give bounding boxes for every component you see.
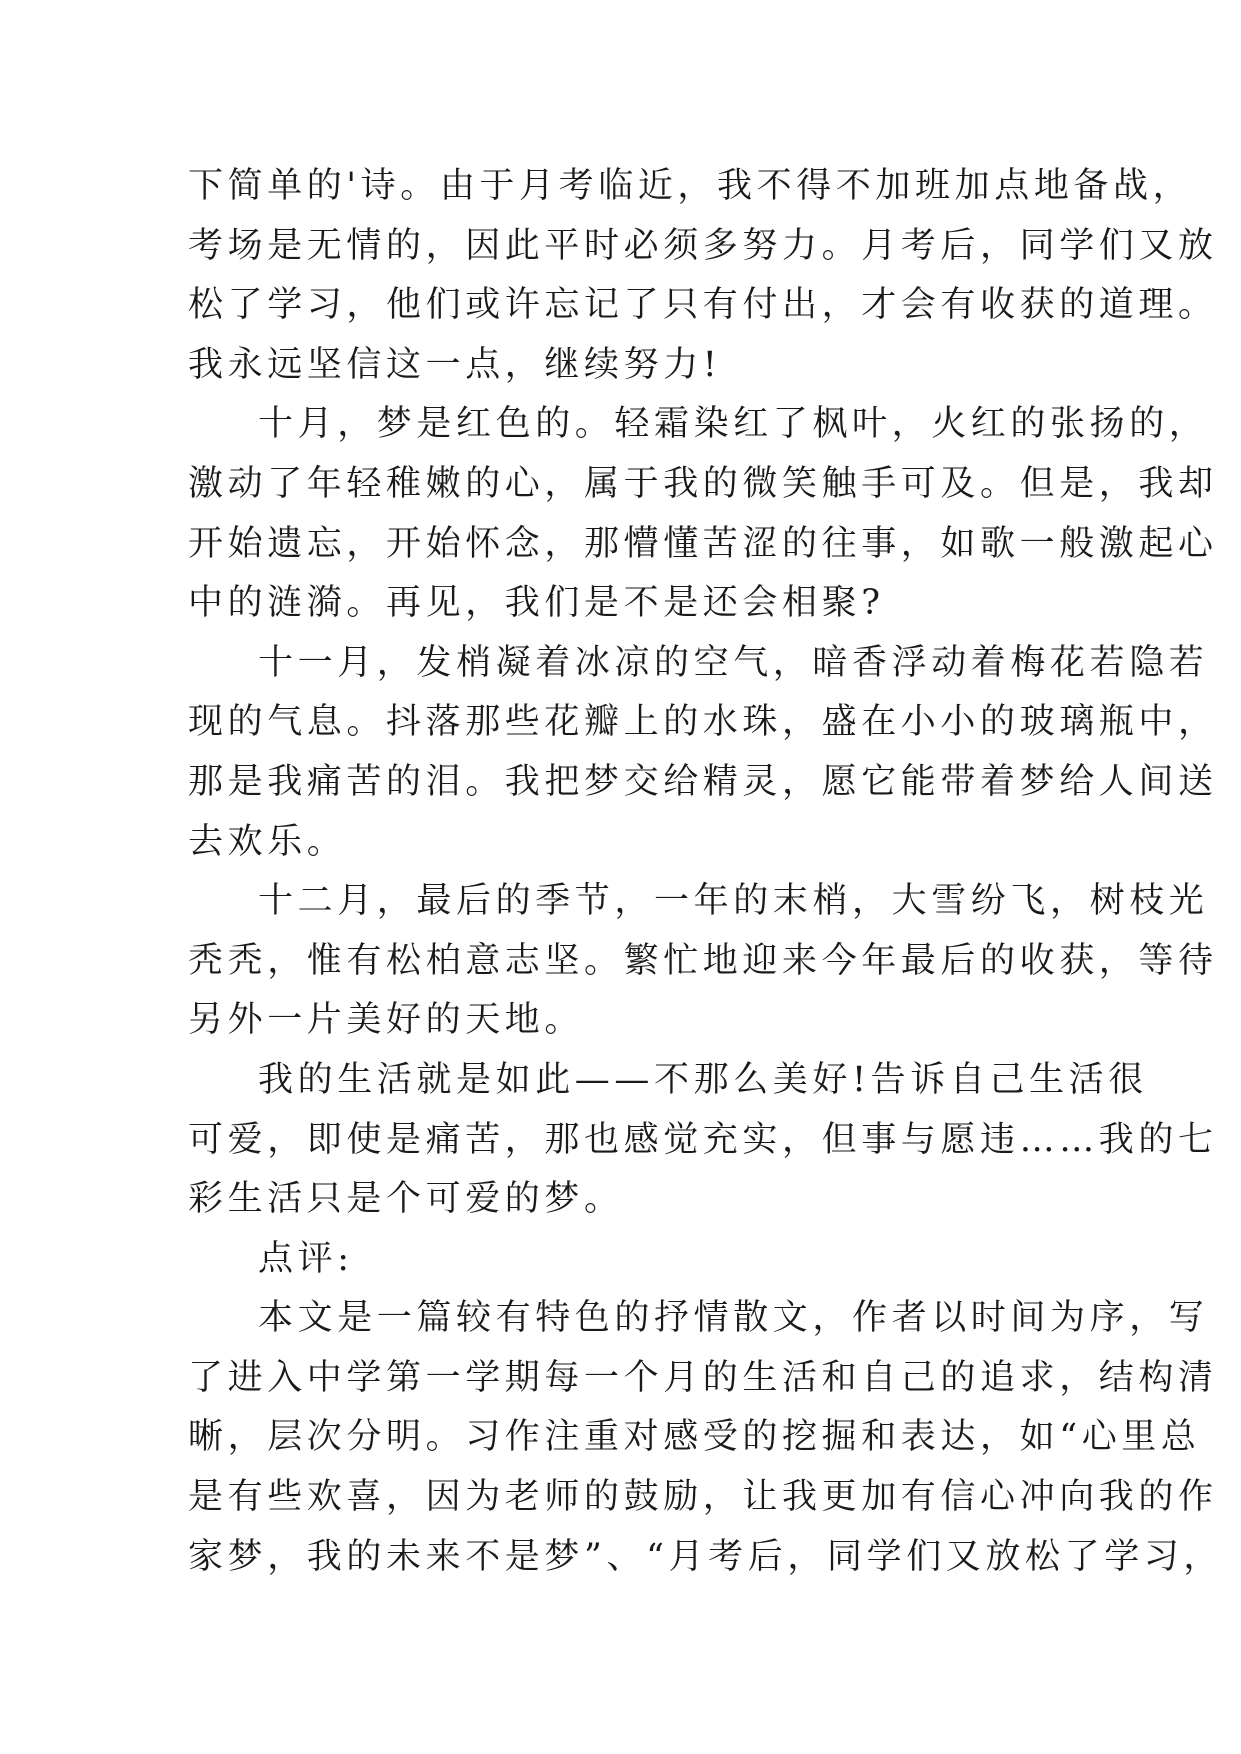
text-line: 另外一片美好的天地。 (188, 1000, 585, 1041)
text-line: 可爱，即使是痛苦，那也感觉充实，但事与愿违……我的七 (188, 1119, 1218, 1160)
text-line: 十二月，最后的季节，一年的末梢，大雪纷飞，树枝光 (258, 881, 1209, 922)
text-line: 考场是无情的，因此平时必须多努力。月考后，同学们又放 (188, 225, 1218, 266)
text-line: 十一月，发梢凝着冰凉的空气，暗香浮动着梅花若隐若 (258, 642, 1209, 683)
text-line: 开始遗忘，开始怀念，那懵懂苦涩的往事，如歌一般激起心 (188, 523, 1218, 564)
paragraph-november (188, 634, 1218, 872)
text-line: 我的生活就是如此——不那么美好!告诉自己生活很 (258, 1059, 1148, 1100)
text-line: 是有些欢喜，因为老师的鼓励，让我更加有信心冲向我的作 (188, 1477, 1218, 1518)
text-line: 彩生活只是个可爱的梦。 (188, 1179, 624, 1220)
text-line: 去欢乐。 (188, 821, 347, 862)
text-line: 下简单的'诗。由于月考临近，我不得不加班加点地备战， (188, 166, 1193, 206)
text-line: 家梦，我的未来不是梦”、“月考后，同学们又放松了学习， (188, 1536, 1223, 1577)
text-line: 了进入中学第一学期每一个月的生活和自己的追求，结构清 (188, 1357, 1218, 1398)
text-line: 点评: (258, 1238, 354, 1279)
document-page (188, 157, 1223, 1587)
text-line: 松了学习，他们或许忘记了只有付出，才会有收获的道理。 (188, 285, 1218, 326)
text-line: 现的气息。抖落那些花瓣上的水珠，盛在小小的玻璃瓶中， (188, 702, 1218, 743)
paragraph-conclusion (188, 1051, 1218, 1230)
text-line: 十月，梦是红色的。轻霜染红了枫叶，火红的张扬的， (258, 404, 1209, 445)
text-line: 本文是一篇较有特色的抒情散文，作者以时间为序，写 (258, 1298, 1209, 1339)
text-line: 晰，层次分明。习作注重对感受的挖掘和表达，如“心里总 (188, 1417, 1201, 1458)
text-line: 那是我痛苦的泪。我把梦交给精灵，愿它能带着梦给人间送 (188, 761, 1218, 802)
comment-heading (188, 1230, 1068, 1290)
paragraph-december (188, 872, 1218, 1051)
paragraph-october (188, 395, 1218, 633)
paragraph-comment (188, 1289, 1223, 1587)
text-line: 激动了年轻稚嫩的心，属于我的微笑触手可及。但是，我却 (188, 463, 1218, 504)
paragraph-exam-prep (188, 157, 1218, 395)
text-line: 秃秃，惟有松柏意志坚。繁忙地迎来今年最后的收获，等待 (188, 940, 1218, 981)
text-line: 中的涟漪。再见，我们是不是还会相聚? (188, 583, 885, 624)
text-line: 我永远坚信这一点，继续努力! (188, 344, 722, 385)
